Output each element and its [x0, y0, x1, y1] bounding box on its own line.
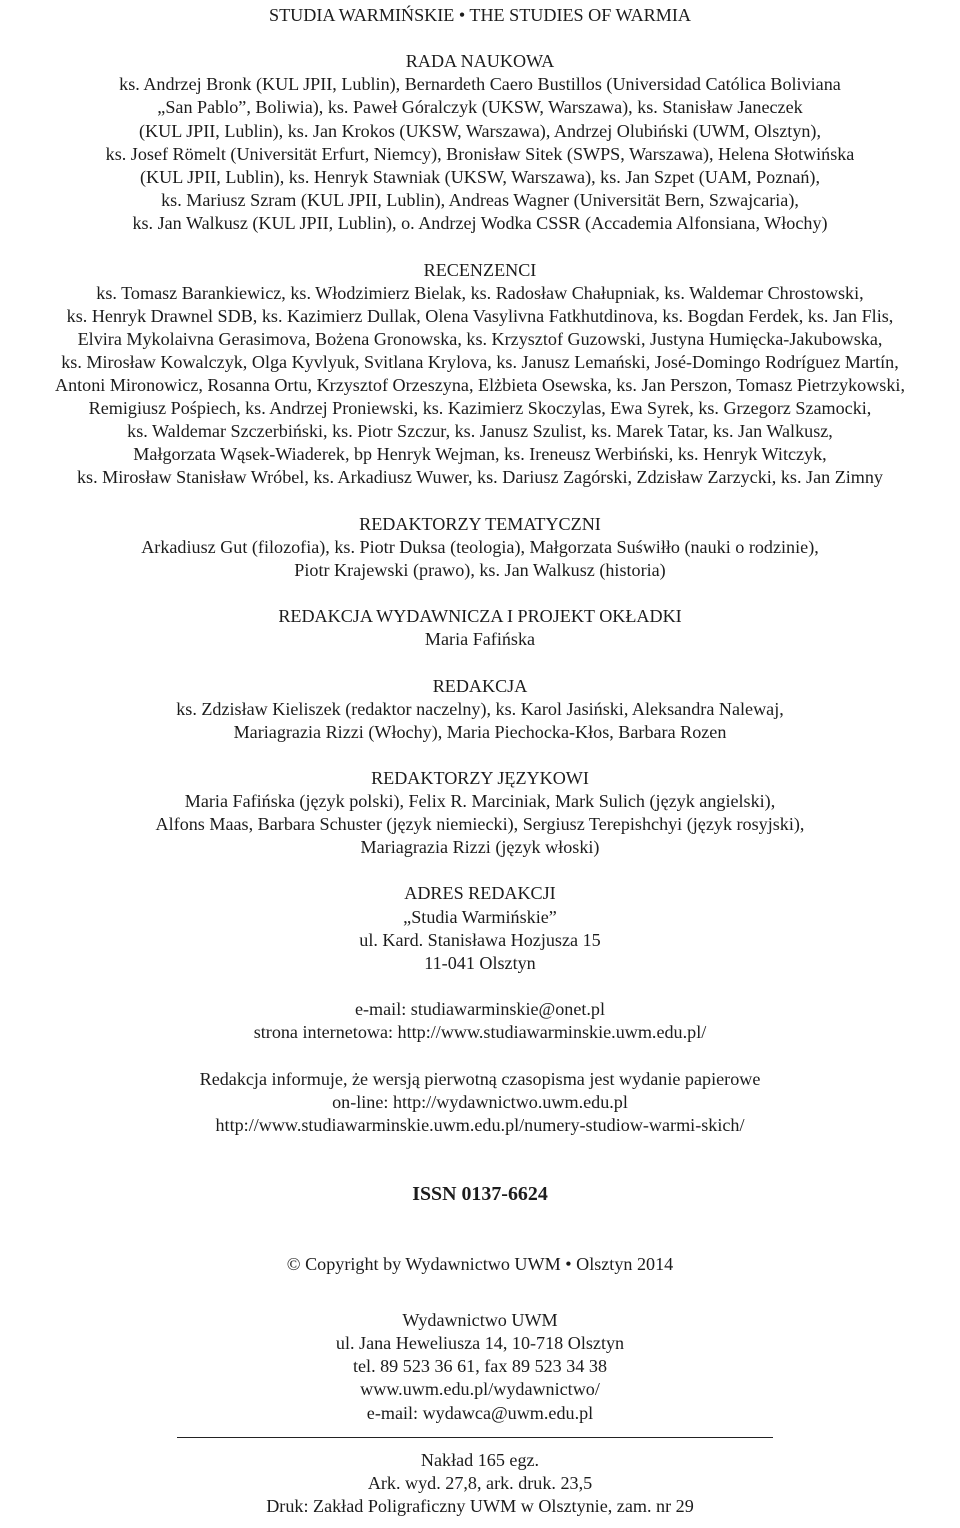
jezykowi-line: Maria Fafińska (język polski), Felix R. Marciniak, Mark Sulich (język angielski),: [184, 791, 776, 811]
recenzenci-line: ks. Henryk Drawnel SDB, ks. Kazimierz Dullak, Olena Vasylivna Fatkhutdinova, ks. Bogdan Ferdek, ks. Jan Flis,: [66, 306, 894, 326]
issues-link[interactable]: http://www.studiawarminskie.uwm.edu.pl/numery-studiow-warmi-skich/: [215, 1115, 745, 1135]
publisher-address: ul. Jana Heweliusza 14, 10-718 Olsztyn: [335, 1333, 625, 1353]
section-heading-redakcja: REDAKCJA: [432, 676, 528, 696]
section-heading-jezykowi: REDAKTORZY JĘZYKOWI: [371, 768, 589, 788]
publisher-name: Wydawnictwo UWM: [402, 1310, 558, 1330]
publisher-email-link[interactable]: e-mail: wydawca@uwm.edu.pl: [366, 1403, 594, 1423]
publisher-phone: tel. 89 523 36 61, fax 89 523 34 38: [352, 1356, 608, 1376]
footer-line: Druk: Zakład Poligraficzny UWM w Olsztynie, zam. nr 29: [266, 1496, 694, 1516]
recenzenci-line: Remigiusz Pośpiech, ks. Andrzej Proniewski, ks. Kazimierz Skoczylas, Ewa Syrek, ks. Grzegorz Szamocki,: [88, 398, 872, 418]
tematyczni-line: Piotr Krajewski (prawo), ks. Jan Walkusz (historia): [294, 560, 666, 580]
recenzenci-line: ks. Tomasz Barankiewicz, ks. Włodzimierz Bielak, ks. Radosław Chałupniak, ks. Waldemar Chrostowski,: [96, 283, 864, 303]
recenzenci-line: Antoni Mironowicz, Rosanna Ortu, Krzysztof Orzeszyna, Elżbieta Osewska, ks. Jan Perszon, Tomasz Pietrzykowski,: [55, 375, 905, 395]
website-link[interactable]: strona internetowa: http://www.studiawarminskie.uwm.edu.pl/: [253, 1022, 707, 1042]
wydawnicza-line: Maria Fafińska: [424, 629, 536, 649]
recenzenci-line: Elvira Mykolaivna Gerasimova, Bożena Gronowska, ks. Krzysztof Guzowski, Justyna Humięcka-Jakubowska,: [77, 329, 883, 349]
rada-line: ks. Josef Römelt (Universität Erfurt, Niemcy), Bronisław Sitek (SWPS, Warszawa), Helena Słotwińska: [105, 144, 855, 164]
section-heading-wydawnicza: REDAKCJA WYDAWNICZA I PROJEKT OKŁADKI: [278, 606, 682, 626]
section-heading-rada: RADA NAUKOWA: [405, 51, 555, 71]
jezykowi-line: Alfons Maas, Barbara Schuster (język niemiecki), Sergiusz Terepishchyi (język rosyjski),: [155, 814, 805, 834]
redakcja-line: ks. Zdzisław Kieliszek (redaktor naczelny), ks. Karol Jasiński, Aleksandra Nalewaj,: [176, 699, 784, 719]
adres-line: 11-041 Olsztyn: [424, 953, 536, 973]
publisher-website-link[interactable]: www.uwm.edu.pl/wydawnictwo/: [360, 1379, 600, 1399]
info-line: Redakcja informuje, że wersją pierwotną czasopisma jest wydanie papierowe: [199, 1069, 761, 1089]
jezykowi-line: Mariagrazia Rizzi (język włoski): [360, 837, 600, 857]
footer-line: Ark. wyd. 27,8, ark. druk. 23,5: [367, 1473, 593, 1493]
adres-line: „Studia Warmińskie”: [403, 907, 557, 927]
rada-line: (KUL JPII, Lublin), ks. Jan Krokos (UKSW, Warszawa), Andrzej Olubiński (UWM, Olsztyn),: [139, 121, 821, 141]
copyright-line: © Copyright by Wydawnictwo UWM • Olsztyn 2014: [286, 1254, 674, 1274]
section-heading-tematyczni: REDAKTORZY TEMATYCZNI: [359, 514, 601, 534]
journal-title-header: STUDIA WARMIŃSKIE • THE STUDIES OF WARMIA: [269, 5, 691, 25]
rada-line: (KUL JPII, Lublin), ks. Henryk Stawniak (UKSW, Warszawa), ks. Jan Szpet (UAM, Poznań),: [140, 167, 820, 187]
recenzenci-line: ks. Mirosław Stanisław Wróbel, ks. Arkadiusz Wuwer, ks. Dariusz Zagórski, Zdzisław Zarzycki, ks. Jan Zimny: [76, 467, 883, 487]
redakcja-line: Mariagrazia Rizzi (Włochy), Maria Piechocka-Kłos, Barbara Rozen: [233, 722, 727, 742]
section-heading-adres: ADRES REDAKCJI: [404, 883, 556, 903]
tematyczni-line: Arkadiusz Gut (filozofia), ks. Piotr Duksa (teologia), Małgorzata Suświłło (nauki o rodzinie),: [141, 537, 819, 557]
recenzenci-line: ks. Mirosław Kowalczyk, Olga Kyvlyuk, Svitlana Krylova, ks. Janusz Lemański, José-Domingo Rodríguez Martín,: [61, 352, 899, 372]
rada-line: ks. Andrzej Bronk (KUL JPII, Lublin), Bernardeth Caero Bustillos (Universidad Católica Boliviana: [119, 74, 841, 94]
rada-line: „San Pablo”, Boliwia), ks. Paweł Góralczyk (UKSW, Warszawa), ks. Stanisław Janeczek: [157, 97, 803, 117]
adres-line: ul. Kard. Stanisława Hozjusza 15: [359, 930, 601, 950]
issn-number: ISSN 0137-6624: [412, 1183, 548, 1205]
recenzenci-line: Małgorzata Wąsek-Wiaderek, bp Henryk Wejman, ks. Ireneusz Werbiński, ks. Henryk Witczyk,: [133, 444, 827, 464]
rada-line: ks. Jan Walkusz (KUL JPII, Lublin), o. Andrzej Wodka CSSR (Accademia Alfonsiana, Włochy): [132, 213, 828, 233]
divider-rule: [177, 1437, 773, 1438]
section-heading-recenzenci: RECENZENCI: [423, 260, 537, 280]
recenzenci-line: ks. Waldemar Szczerbiński, ks. Piotr Szczur, ks. Janusz Szulist, ks. Marek Tatar, ks. Jan Walkusz,: [127, 421, 833, 441]
email-link[interactable]: e-mail: studiawarminskie@onet.pl: [354, 999, 606, 1019]
footer-line: Nakład 165 egz.: [420, 1450, 540, 1470]
rada-line: ks. Mariusz Szram (KUL JPII, Lublin), Andreas Wagner (Universität Bern, Szwajcaria),: [161, 190, 799, 210]
online-link[interactable]: on-line: http://wydawnictwo.uwm.edu.pl: [332, 1092, 628, 1112]
